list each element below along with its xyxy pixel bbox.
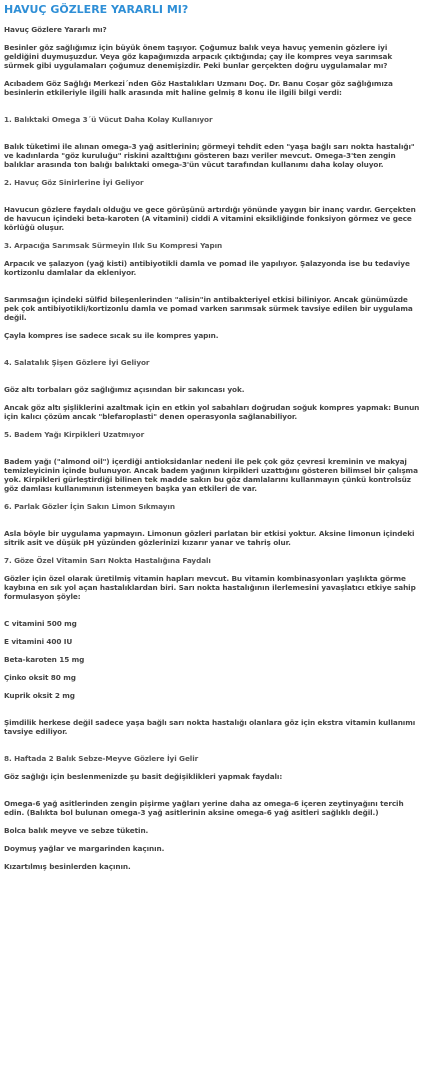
section-heading: 7. Göze Özel Vitamin Sarı Nokta Hastalığına Faydalı bbox=[4, 556, 211, 565]
section-heading: 8. Haftada 2 Balık Sebze-Meyve Gözlere İyi Gelir bbox=[4, 754, 199, 763]
paragraph: E vitamini 400 IU bbox=[4, 637, 73, 646]
section-heading: 2. Havuç Göz Sinirlerine İyi Geliyor bbox=[4, 178, 144, 187]
spacer bbox=[4, 448, 421, 457]
paragraph: Göz altı torbaları göz sağlığımız açısından bir sakıncası yok. bbox=[4, 385, 245, 394]
spacer bbox=[4, 286, 421, 295]
spacer bbox=[4, 790, 421, 799]
paragraph: Balık tüketimi ile alınan omega-3 yağ asitlerinin; görmeyi tehdit eden "yaşa bağlı sarı nokta hastalığı" ve kadınlarda "göz kuruluğu" riskini azalttığını gösteren bazı veriler mevcut. Omega-3'ten zengin balıklar arasında ton balığı balıktaki omega-3'ün vücut tarafından kullanımı daha kolay oluyor. bbox=[4, 142, 415, 169]
spacer bbox=[4, 196, 421, 205]
section-heading: 4. Salatalık Şişen Gözlere İyi Geliyor bbox=[4, 358, 150, 367]
paragraph: Badem yağı ("almond oil") içerdiği antioksidanlar nedeni ile pek çok göz çevresi kreminin ve makyaj temizleyicinin içinde bulunuyor. Ancak badem yağının kirpikleri uzattığını gösteren bilimsel bir çalışma yok. Kirpikleri gürleştirdiği bilinen tek madde sakın bu göz damlalarını kullanmayın çünkü kontrolsüz göz damlası kullanımının istenmeyen başka yan etkileri de var. bbox=[4, 457, 418, 493]
paragraph: Asla böyle bir uygulama yapmayın. Limonun gözleri parlatan bir etkisi yoktur. Aksine limonun içindeki sitrik asit ve düşük pH yüzünden gözlerinizi kızarır yanar ve tahriş olur. bbox=[4, 529, 415, 547]
spacer bbox=[4, 520, 421, 529]
article-title: HAVUÇ GÖZLERE YARARLI MI? bbox=[4, 3, 189, 16]
section-heading: 6. Parlak Gözler İçin Sakın Limon Sıkmayın bbox=[4, 502, 175, 511]
paragraph: Gözler için özel olarak üretilmiş vitamin hapları mevcut. Bu vitamin kombinasyonları yaşlıkta görme kaybına en sık yol açan hastalıklardan biri. Sarı nokta hastalığının ilerlemesini yavaşlatıcı etkiye sahip formulasyon şöyle: bbox=[4, 574, 416, 601]
paragraph: Ancak göz altı şişliklerini azaltmak için en etkin yol sabahları doğrudan soğuk kompres yapmak: Bunun için kalıcı çözüm ancak "blefaroplasti" denen operasyonla sağlanabiliyor. bbox=[4, 403, 420, 421]
article bbox=[0, 3, 425, 871]
paragraph: Çinko oksit 80 mg bbox=[4, 673, 76, 682]
section-heading: 3. Arpacığa Sarımsak Sürmeyin Ilık Su Kompresi Yapın bbox=[4, 241, 223, 250]
spacer bbox=[4, 106, 421, 115]
article-body bbox=[4, 25, 421, 871]
section-heading: 5. Badem Yağı Kirpikleri Uzatmıyor bbox=[4, 430, 145, 439]
paragraph: Çayla kompres ise sadece sıcak su ile kompres yapın. bbox=[4, 331, 219, 340]
paragraph: Besinler göz sağlığımız için büyük önem taşıyor. Çoğumuz balık veya havuç yemenin gözlere iyi geldiğini duymuşuzdur. Veya göz kapağımızda arpacık çıktığında; çay ile kompres veya sarımsak sürmek gibi uygulamaları çoğumuz denemişizdir. Peki bunlar gerçekten doğru uygulamalar mı? bbox=[4, 43, 393, 70]
paragraph: Göz sağlığı için beslenmenizde şu basit değişiklikleri yapmak faydalı: bbox=[4, 772, 283, 781]
paragraph: Havucun gözlere faydalı olduğu ve gece görüşünü artırdığı yönünde yaygın bir inanç vardır. Gerçekten de havucun içindeki beta-karoten (A vitamini) ciddi A vitamini eksikliğinde fonksiyon görmez ve gece körlüğü oluşur. bbox=[4, 205, 416, 232]
paragraph: Acıbadem Göz Sağlığı Merkezi´nden Göz Hastalıkları Uzmanı Doç. Dr. Banu Coşar göz sağlığımıza besinlerin etkileriyle ilgili halk arasında mit haline gelmiş 8 konu ile ilgili bilgi verdi: bbox=[4, 79, 393, 97]
paragraph: Doymuş yağlar ve margarinden kaçının. bbox=[4, 844, 165, 853]
section-heading: 1. Balıktaki Omega 3´ü Vücut Daha Kolay Kullanıyor bbox=[4, 115, 213, 124]
spacer bbox=[4, 745, 421, 754]
paragraph: Beta-karoten 15 mg bbox=[4, 655, 85, 664]
paragraph: Havuç Gözlere Yararlı mı? bbox=[4, 25, 107, 34]
paragraph: C vitamini 500 mg bbox=[4, 619, 77, 628]
spacer bbox=[4, 709, 421, 718]
spacer bbox=[4, 610, 421, 619]
spacer bbox=[4, 133, 421, 142]
paragraph: Bolca balık meyve ve sebze tüketin. bbox=[4, 826, 149, 835]
paragraph: Kuprik oksit 2 mg bbox=[4, 691, 75, 700]
paragraph: Arpacık ve şalazyon (yağ kisti) antibiyotikli damla ve pomad ile yapılıyor. Şalazyonda ise bu tedaviye kortizonlu damlalar da ekleniyor. bbox=[4, 259, 410, 277]
paragraph: Omega-6 yağ asitlerinden zengin pişirme yağları yerine daha az omega-6 içeren zeytinyağını tercih edin. (Balıkta bol bulunan omega-3 yağ asitlerinin aksine omega-6 yağ asitleri sağlıklı değil.) bbox=[4, 799, 404, 817]
spacer bbox=[4, 349, 421, 358]
paragraph: Şimdilik herkese değil sadece yaşa bağlı sarı nokta hastalığı olanlara göz için ekstra vitamin kullanımı tavsiye ediliyor. bbox=[4, 718, 416, 736]
spacer bbox=[4, 376, 421, 385]
paragraph: Kızartılmış besinlerden kaçının. bbox=[4, 862, 131, 871]
paragraph: Sarımsağın içindeki sülfid bileşenlerinden "alisin"in antibakteriyel etkisi biliniyor. Ancak günümüzde pek çok antibiyotikli/kortizonlu damla ve pomad varken sarımsak sürmek tavsiye edilen bir uygulama değil. bbox=[4, 295, 413, 322]
